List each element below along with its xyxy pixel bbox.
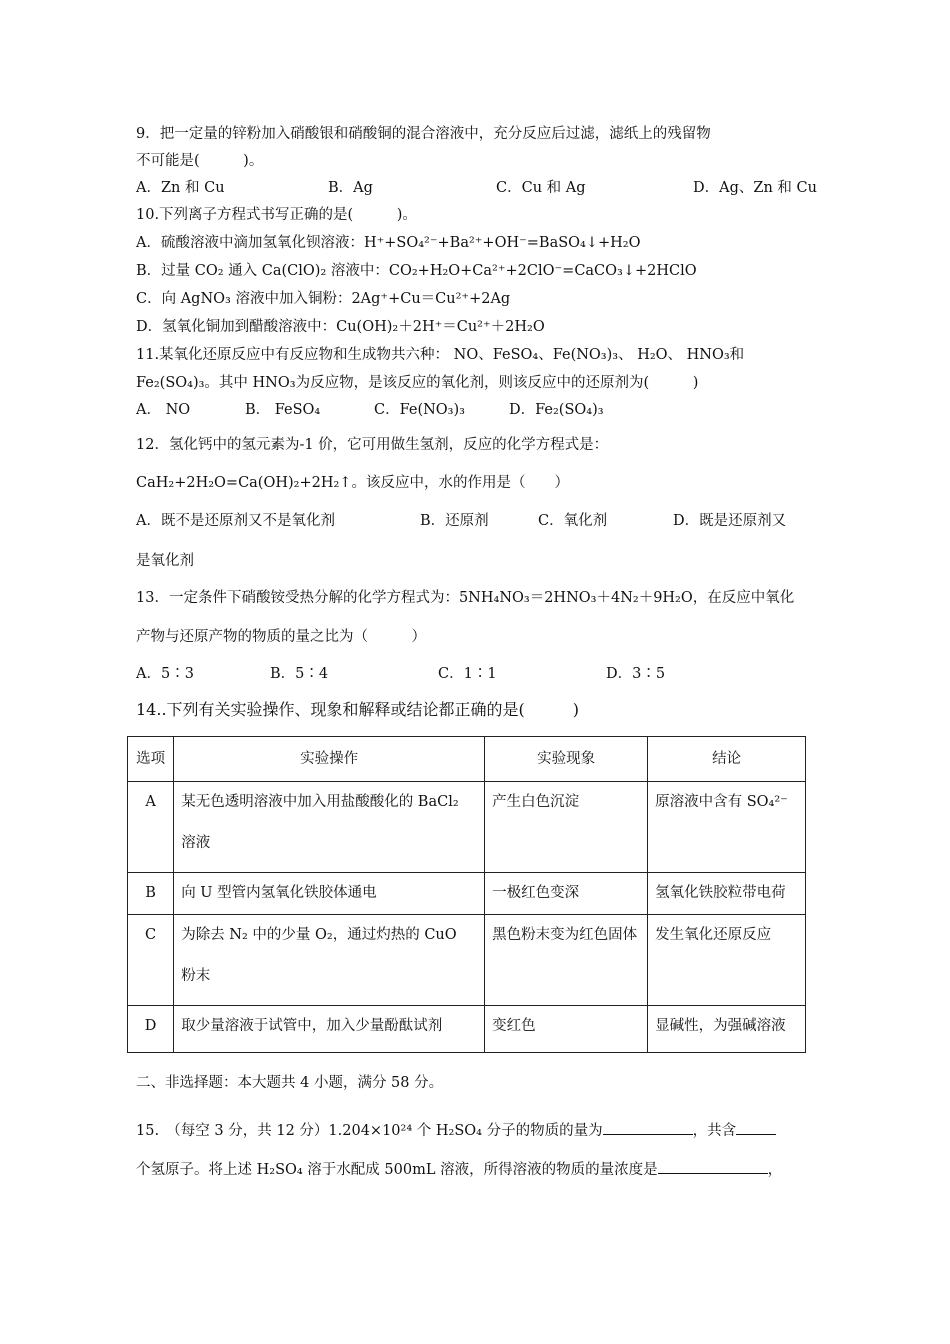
q11-option-c: C．Fe(NO₃)₃ (374, 402, 465, 418)
row-phenomenon: 一极红色变深 (485, 873, 648, 915)
q10-option-b: B．过量 CO₂ 通入 Ca(ClO)₂ 溶液中：CO₂+H₂O+Ca²⁺+2ClO⁻=CaCO₃↓+2HClO (136, 263, 697, 279)
q12-line1: 12．氢化钙中的氢元素为-1 价，它可用做生氢剂，反应的化学方程式是： (136, 437, 609, 453)
header-operation: 实验操作 (174, 737, 485, 782)
q12-option-d-wrap: 是氧化剂 (136, 553, 194, 569)
q12-option-d: D．既是还原剂又 (673, 513, 787, 529)
row-operation: 向 U 型管内氢氧化铁胶体通电 (174, 873, 485, 915)
q9-line2: 不可能是( )。 (136, 153, 264, 169)
row-operation (174, 782, 485, 873)
q11-option-a: A． NO (136, 402, 191, 418)
q10-option-d: D．氢氧化铜加到醋酸溶液中：Cu(OH)₂＋2H⁺＝Cu²⁺＋2H₂O (136, 319, 545, 335)
table-row (128, 782, 806, 873)
q9-line1: 9．把一定量的锌粉加入硝酸银和硝酸铜的混合溶液中，充分反应后过滤，滤纸上的残留物 (136, 126, 711, 142)
row-conclusion: 发生氧化还原反应 (648, 915, 806, 1006)
row-phenomenon: 变红色 (485, 1006, 648, 1053)
q14-table (127, 736, 806, 1053)
q11-option-d: D．Fe₂(SO₄)₃ (509, 402, 604, 418)
q10-option-a: A．硫酸溶液中滴加氢氧化钡溶液：H⁺+SO₄²⁻+Ba²⁺+OH⁻=BaSO₄↓+H₂O (136, 235, 641, 251)
q13-option-b: B．5∶4 (270, 666, 329, 682)
row-operation: 取少量溶液于试管中，加入少量酚酞试剂 (174, 1006, 485, 1053)
row-conclusion: 原溶液中含有 SO₄²⁻ (648, 782, 806, 873)
q9-option-a: A．Zn 和 Cu (136, 180, 225, 196)
section-2-heading: 二、非选择题：本大题共 4 小题，满分 58 分。 (136, 1075, 444, 1091)
table-row (128, 873, 806, 915)
q13-line2: 产物与还原产物的物质的量之比为（ ） (136, 629, 426, 645)
row-operation-text: 某无色透明溶液中加入用盐酸酸化的 BaCl₂ 溶液 (181, 794, 459, 851)
q11-line1: 11.某氧化还原反应中有反应物和生成物共六种： NO、FeSO₄、Fe(NO₃)₃、 H₂O、 HNO₃和 (136, 347, 745, 363)
header-option: 选项 (128, 737, 174, 782)
row-option: A (128, 782, 174, 873)
q9-option-c: C．Cu 和 Ag (496, 180, 586, 196)
q13-option-c: C．1∶1 (438, 666, 497, 682)
table-header-row (128, 737, 806, 782)
q12-line2: CaH₂+2H₂O=Ca(OH)₂+2H₂↑。该反应中，水的作用是（ ） (136, 475, 569, 491)
q12-option-a: A．既不是还原剂又不是氧化剂 (136, 513, 335, 529)
header-phenomenon: 实验现象 (485, 737, 648, 782)
row-phenomenon (485, 915, 648, 1006)
q15-line2-text-b: ， (767, 1162, 783, 1178)
row-conclusion: 显碱性，为强碱溶液 (648, 1006, 806, 1053)
q15-line2 (136, 1159, 782, 1180)
q13-option-a: A．5∶3 (136, 666, 194, 682)
row-operation-text: 为除去 N₂ 中的少量 O₂，通过灼热的 CuO 粉末 (181, 927, 457, 984)
row-operation (174, 915, 485, 1006)
q14-stem: 14..下列有关实验操作、现象和解释或结论都正确的是( ) (136, 700, 580, 719)
row-option: C (128, 915, 174, 1006)
q10-option-c: C．向 AgNO₃ 溶液中加入铜粉：2Ag⁺+Cu＝Cu²⁺+2Ag (136, 291, 511, 307)
answer-blank-3[interactable] (658, 1159, 768, 1174)
answer-blank-2[interactable] (736, 1120, 776, 1135)
q9-option-d: D．Ag、Zn 和 Cu (693, 180, 817, 196)
table-row (128, 915, 806, 1006)
q15-line1-text-b: ，共含 (692, 1123, 737, 1139)
row-conclusion: 氢氧化铁胶粒带电荷 (648, 873, 806, 915)
row-phenomenon-text: 黑色粉末变为红色固体 (492, 927, 638, 943)
q15-line2-text-a: 个氢原子。将上述 H₂SO₄ 溶于水配成 500mL 溶液，所得溶液的物质的量浓度是 (136, 1162, 658, 1178)
answer-blank-1[interactable] (603, 1120, 693, 1135)
q12-option-c: C．氧化剂 (538, 513, 608, 529)
q12-option-b: B．还原剂 (420, 513, 489, 529)
row-option: B (128, 873, 174, 915)
q9-option-b: B．Ag (328, 180, 373, 196)
q15-line1 (136, 1120, 776, 1141)
row-option: D (128, 1006, 174, 1053)
q11-option-b: B． FeSO₄ (245, 402, 321, 418)
q13-option-d: D．3∶5 (606, 666, 666, 682)
table-row (128, 1006, 806, 1053)
row-phenomenon: 产生白色沉淀 (485, 782, 648, 873)
q11-line2: Fe₂(SO₄)₃。其中 HNO₃为反应物，是该反应的氧化剂，则该反应中的还原剂为( ) (136, 375, 699, 391)
q10-stem: 10.下列离子方程式书写正确的是( )。 (136, 207, 417, 223)
q15-line1-text-a: 15. （每空 3 分，共 12 分）1.204×10²⁴ 个 H₂SO₄ 分子的物质的量为 (136, 1123, 603, 1139)
q13-line1: 13．一定条件下硝酸铵受热分解的化学方程式为：5NH₄NO₃＝2HNO₃＋4N₂＋9H₂O，在反应中氧化 (136, 590, 795, 606)
header-conclusion: 结论 (648, 737, 806, 782)
